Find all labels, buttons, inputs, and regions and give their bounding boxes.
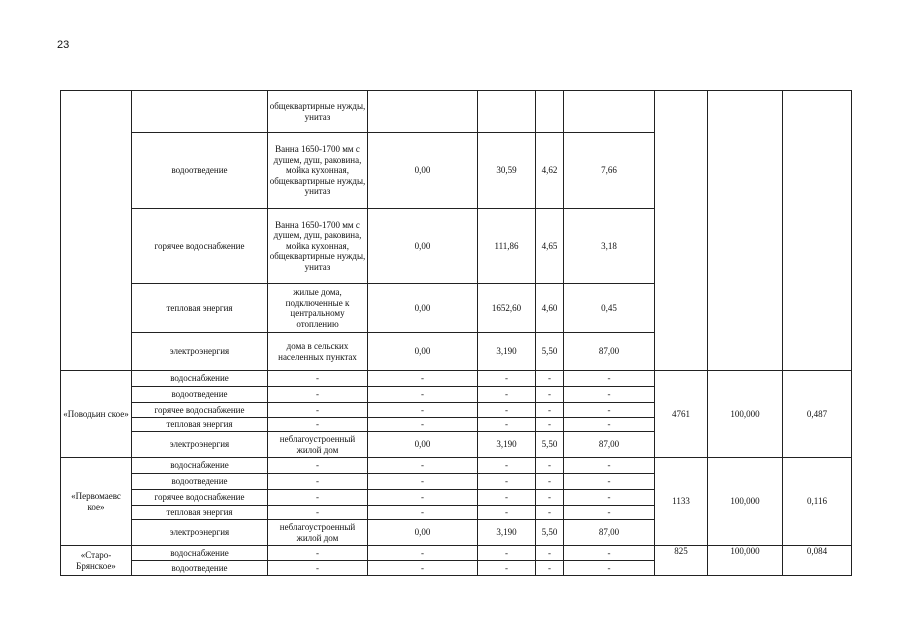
value-cell <box>478 91 536 133</box>
value-cell: - <box>368 490 478 506</box>
consumer-cell: - <box>268 474 368 490</box>
value-cell: - <box>564 490 655 506</box>
value-cell: - <box>478 490 536 506</box>
value-cell: - <box>478 458 536 474</box>
service-cell: водоснабжение <box>132 458 268 474</box>
value-cell: - <box>478 387 536 403</box>
value-cell: - <box>368 458 478 474</box>
value-cell: - <box>564 418 655 432</box>
table-row <box>61 371 852 387</box>
consumer-cell: - <box>268 418 368 432</box>
service-cell: горячее водоснабжение <box>132 403 268 418</box>
value-cell: - <box>536 490 564 506</box>
value-cell: - <box>536 474 564 490</box>
percent-cell: 100,000 <box>708 458 783 546</box>
service-cell: тепловая энергия <box>132 418 268 432</box>
value-cell: 0,00 <box>368 209 478 284</box>
consumer-cell: - <box>268 371 368 387</box>
consumer-cell: - <box>268 546 368 561</box>
settlement-name: «Поводьин ское» <box>61 371 132 458</box>
percent-cell: 100,000 <box>708 371 783 458</box>
service-cell: тепловая энергия <box>132 284 268 333</box>
service-cell: тепловая энергия <box>132 506 268 520</box>
value-cell: - <box>564 371 655 387</box>
value-cell: 87,00 <box>564 333 655 371</box>
value-cell: - <box>564 561 655 576</box>
population-cell: 825 <box>655 546 708 576</box>
value-cell <box>368 91 478 133</box>
service-cell: электроэнергия <box>132 520 268 546</box>
service-cell: водоотведение <box>132 561 268 576</box>
value-cell: - <box>564 474 655 490</box>
table-row <box>61 458 852 474</box>
consumer-cell: - <box>268 458 368 474</box>
value-cell: 4,62 <box>536 133 564 209</box>
value-cell: - <box>478 474 536 490</box>
value-cell: - <box>478 403 536 418</box>
value-cell: - <box>478 506 536 520</box>
value-cell: 3,190 <box>478 520 536 546</box>
value-cell: - <box>536 546 564 561</box>
consumer-cell: - <box>268 506 368 520</box>
table-row <box>61 91 852 133</box>
value-cell: 0,00 <box>368 520 478 546</box>
consumer-cell: - <box>268 561 368 576</box>
value-cell: - <box>478 546 536 561</box>
consumer-cell: жилые дома, подключенные к центральному отоплению <box>268 284 368 333</box>
value-cell: 0,00 <box>368 284 478 333</box>
value-cell: 3,190 <box>478 333 536 371</box>
share-cell: 0,116 <box>783 458 852 546</box>
consumer-cell: Ванна 1650-1700 мм с душем, душ, раковина, мойка кухонная, общеквартирные нужды, унитаз <box>268 133 368 209</box>
value-cell: 4,65 <box>536 209 564 284</box>
value-cell: 87,00 <box>564 432 655 458</box>
value-cell: - <box>564 387 655 403</box>
value-cell: - <box>564 403 655 418</box>
settlement-cell <box>61 91 132 371</box>
value-cell: 0,00 <box>368 333 478 371</box>
population-cell: 4761 <box>655 371 708 458</box>
value-cell: 0,00 <box>368 432 478 458</box>
service-cell: водоотведение <box>132 387 268 403</box>
value-cell <box>536 91 564 133</box>
table-row <box>61 546 852 561</box>
value-cell: 3,190 <box>478 432 536 458</box>
value-cell: - <box>368 506 478 520</box>
value-cell: - <box>368 418 478 432</box>
value-cell: 5,50 <box>536 520 564 546</box>
population-cell: 1133 <box>655 458 708 546</box>
value-cell: - <box>564 458 655 474</box>
value-cell: 111,86 <box>478 209 536 284</box>
value-cell: - <box>368 403 478 418</box>
value-cell: 0,45 <box>564 284 655 333</box>
population-cell <box>655 91 708 371</box>
value-cell <box>564 91 655 133</box>
value-cell: 0,00 <box>368 133 478 209</box>
consumer-cell: общеквартирные нужды, унитаз <box>268 91 368 133</box>
share-cell: 0,487 <box>783 371 852 458</box>
service-cell: водоотведение <box>132 133 268 209</box>
value-cell: 7,66 <box>564 133 655 209</box>
value-cell: - <box>368 561 478 576</box>
share-cell <box>783 91 852 371</box>
value-cell: - <box>564 546 655 561</box>
value-cell: - <box>478 371 536 387</box>
service-cell: электроэнергия <box>132 333 268 371</box>
value-cell: 3,18 <box>564 209 655 284</box>
service-cell: горячее водоснабжение <box>132 490 268 506</box>
consumer-cell: дома в сельских населенных пунктах <box>268 333 368 371</box>
service-cell: электроэнергия <box>132 432 268 458</box>
service-cell: водоснабжение <box>132 546 268 561</box>
service-cell: горячее водоснабжение <box>132 209 268 284</box>
value-cell: 1652,60 <box>478 284 536 333</box>
value-cell: 5,50 <box>536 432 564 458</box>
consumer-cell: - <box>268 490 368 506</box>
value-cell: - <box>478 418 536 432</box>
consumer-cell: Ванна 1650-1700 мм с душем, душ, раковина, мойка кухонная, общеквартирные нужды, унитаз <box>268 209 368 284</box>
service-cell: водоснабжение <box>132 371 268 387</box>
value-cell: 4,60 <box>536 284 564 333</box>
value-cell: - <box>368 387 478 403</box>
value-cell: - <box>536 506 564 520</box>
tariff-table <box>60 90 852 576</box>
value-cell: - <box>368 474 478 490</box>
consumer-cell: неблагоустроенный жилой дом <box>268 432 368 458</box>
value-cell: - <box>536 371 564 387</box>
value-cell: - <box>536 403 564 418</box>
share-cell: 0,084 <box>783 546 852 576</box>
value-cell: - <box>536 418 564 432</box>
page-number: 23 <box>57 39 70 51</box>
settlement-name: «Первомаевс кое» <box>61 458 132 546</box>
value-cell: 87,00 <box>564 520 655 546</box>
value-cell: - <box>536 458 564 474</box>
value-cell: - <box>368 371 478 387</box>
value-cell: - <box>368 546 478 561</box>
consumer-cell: неблагоустроенный жилой дом <box>268 520 368 546</box>
value-cell: - <box>564 506 655 520</box>
value-cell: 30,59 <box>478 133 536 209</box>
value-cell: - <box>478 561 536 576</box>
service-cell <box>132 91 268 133</box>
percent-cell: 100,000 <box>708 546 783 576</box>
value-cell: - <box>536 387 564 403</box>
percent-cell <box>708 91 783 371</box>
settlement-name: «Старо-Брянское» <box>61 546 132 576</box>
consumer-cell: - <box>268 403 368 418</box>
service-cell: водоотведение <box>132 474 268 490</box>
value-cell: - <box>536 561 564 576</box>
consumer-cell: - <box>268 387 368 403</box>
value-cell: 5,50 <box>536 333 564 371</box>
